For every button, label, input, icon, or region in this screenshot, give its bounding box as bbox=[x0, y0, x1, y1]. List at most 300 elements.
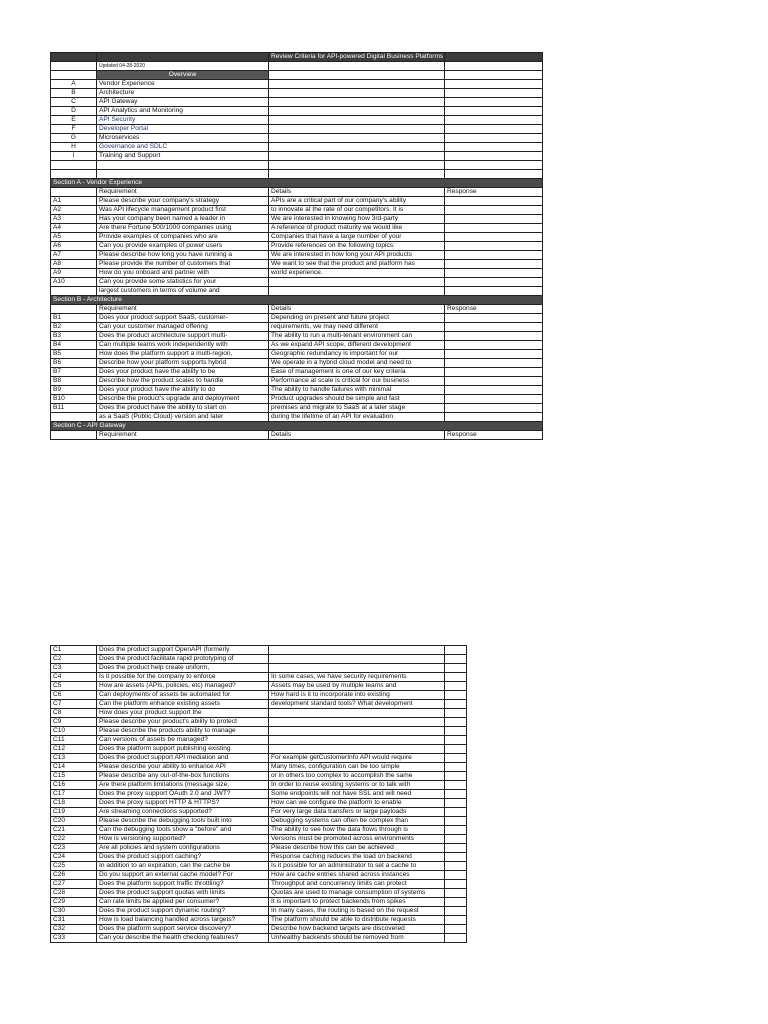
row-id: C12 bbox=[51, 745, 97, 754]
row-details: Performance at scale is critical for our business bbox=[269, 377, 445, 386]
table-row bbox=[51, 790, 467, 799]
blank bbox=[269, 80, 445, 89]
section-title: Section B - Architecture bbox=[51, 296, 543, 305]
row-details: requirements, we may need different bbox=[269, 323, 445, 332]
row-requirement: Can the debugging tools show a "before" and bbox=[97, 826, 269, 835]
row-details: Debugging systems can often be complex than bbox=[269, 817, 445, 826]
row-requirement: Does the product facilitate rapid prototyping of bbox=[97, 655, 269, 664]
row-id: C23 bbox=[51, 844, 97, 853]
table-row bbox=[51, 799, 467, 808]
row-requirement: Does your product have the ability to do bbox=[97, 386, 269, 395]
row-details: Ease of management is one of our key criteria bbox=[269, 368, 445, 377]
row-requirement: How does your product support the bbox=[97, 709, 269, 718]
table-row bbox=[51, 215, 543, 224]
row-id: A8 bbox=[51, 260, 97, 269]
blank bbox=[97, 170, 269, 179]
row-id: B9 bbox=[51, 386, 97, 395]
row-response bbox=[445, 341, 543, 350]
table-row bbox=[51, 709, 467, 718]
blank bbox=[445, 116, 543, 125]
row-requirement: Please describe how long you have running a bbox=[97, 251, 269, 260]
row-id: A6 bbox=[51, 242, 97, 251]
row-response bbox=[445, 736, 467, 745]
blank bbox=[445, 152, 543, 161]
overview-item bbox=[51, 143, 543, 152]
table-row bbox=[51, 197, 543, 206]
row-id: B1 bbox=[51, 314, 97, 323]
row-details-cont: during the lifetime of an API for evaluation bbox=[269, 413, 445, 422]
table-row bbox=[51, 673, 467, 682]
row-details: Unhealthy backends should be removed from bbox=[269, 934, 445, 943]
row-details: How are cache entries shared across instances bbox=[269, 871, 445, 880]
row-id: C1 bbox=[51, 646, 97, 655]
row-id: B10 bbox=[51, 395, 97, 404]
row-requirement: Describe how your platform supports hybrid bbox=[97, 359, 269, 368]
row-response bbox=[445, 934, 467, 943]
row-requirement: Can rate limits be applied per consumer? bbox=[97, 898, 269, 907]
row-requirement: Please describe your product's ability to protect bbox=[97, 718, 269, 727]
table-row bbox=[51, 934, 467, 943]
row-id: A9 bbox=[51, 269, 97, 278]
row-response bbox=[445, 350, 543, 359]
table-row bbox=[51, 835, 467, 844]
table-row bbox=[51, 269, 543, 278]
row-requirement: Please describe the debugging tools built into bbox=[97, 817, 269, 826]
overview-label-item: Developer Portal bbox=[97, 125, 269, 134]
table-row bbox=[51, 646, 467, 655]
overview-label-item: Training and Support bbox=[97, 152, 269, 161]
blank bbox=[51, 431, 97, 440]
row-requirement: How is versioning supported? bbox=[97, 835, 269, 844]
row-response bbox=[445, 673, 467, 682]
overview-code: E bbox=[51, 116, 97, 125]
blank bbox=[51, 62, 97, 71]
table-row bbox=[51, 664, 467, 673]
row-id: C30 bbox=[51, 907, 97, 916]
row-response bbox=[445, 386, 543, 395]
row-response bbox=[445, 916, 467, 925]
row-id: A4 bbox=[51, 224, 97, 233]
row-requirement: Does the proxy support OAuth 2.0 and JWT? bbox=[97, 790, 269, 799]
row-response bbox=[445, 197, 543, 206]
row-requirement: Does the product support OpenAPI (formerly bbox=[97, 646, 269, 655]
row-requirement: Can you provide examples of power users bbox=[97, 242, 269, 251]
table-row bbox=[51, 745, 467, 754]
row-details bbox=[269, 736, 445, 745]
row-response bbox=[445, 709, 467, 718]
overview-label-item: API Gateway bbox=[97, 98, 269, 107]
blank bbox=[445, 107, 543, 116]
overview-code: F bbox=[51, 125, 97, 134]
section-header-row bbox=[51, 422, 543, 431]
row-response bbox=[445, 332, 543, 341]
blank bbox=[269, 161, 445, 170]
row-response bbox=[445, 323, 543, 332]
row-details bbox=[269, 727, 445, 736]
row-requirement: Describe how the product scales to handle bbox=[97, 377, 269, 386]
row-id: C10 bbox=[51, 727, 97, 736]
row-id: C13 bbox=[51, 754, 97, 763]
row-response bbox=[445, 646, 467, 655]
row-details: We operate in a hybrid cloud model and need to bbox=[269, 359, 445, 368]
row-details bbox=[269, 278, 445, 287]
row-response bbox=[445, 215, 543, 224]
row-details bbox=[269, 655, 445, 664]
row-requirement: Does the platform support publishing existing bbox=[97, 745, 269, 754]
blank bbox=[269, 143, 445, 152]
row-response bbox=[445, 278, 543, 287]
spacer-row bbox=[51, 161, 543, 170]
row-response bbox=[445, 206, 543, 215]
row-id: C31 bbox=[51, 916, 97, 925]
row-id: B5 bbox=[51, 350, 97, 359]
blank bbox=[269, 107, 445, 116]
table-row bbox=[51, 395, 543, 404]
row-requirement: Are all policies and system configurations bbox=[97, 844, 269, 853]
sheet-title: Review Criteria for API-powered Digital Business Platforms bbox=[269, 53, 445, 62]
row-id: C21 bbox=[51, 826, 97, 835]
row-response bbox=[445, 826, 467, 835]
overview-label-item: Microservices bbox=[97, 134, 269, 143]
row-id: B11 bbox=[51, 404, 97, 413]
table-row-continued bbox=[51, 413, 543, 422]
table-row bbox=[51, 871, 467, 880]
overview-item bbox=[51, 98, 543, 107]
row-id: C16 bbox=[51, 781, 97, 790]
table-row bbox=[51, 925, 467, 934]
row-details: For example getCustomerInfo API would require bbox=[269, 754, 445, 763]
row-id: C17 bbox=[51, 790, 97, 799]
row-response bbox=[445, 224, 543, 233]
title-blank bbox=[51, 53, 97, 62]
table-row bbox=[51, 862, 467, 871]
row-details: development standard tools? What development bbox=[269, 700, 445, 709]
row-details: Please describe how this can be achieved bbox=[269, 844, 445, 853]
row-requirement: Does the platform support service discovery? bbox=[97, 925, 269, 934]
blank bbox=[269, 125, 445, 134]
row-response bbox=[445, 664, 467, 673]
row-requirement: Was API lifecycle management product first bbox=[97, 206, 269, 215]
criteria-table-top bbox=[50, 52, 543, 440]
row-details: As we expand API scope, different development bbox=[269, 341, 445, 350]
row-details: Geographic redundancy is important for our bbox=[269, 350, 445, 359]
row-details: world experience. bbox=[269, 269, 445, 278]
row-requirement: Describe the product's upgrade and deployment bbox=[97, 395, 269, 404]
row-requirement: Is it possible for the company to enforce bbox=[97, 673, 269, 682]
overview-label-item: API Analytics and Monitoring bbox=[97, 107, 269, 116]
row-requirement: How is load balancing handled across targets? bbox=[97, 916, 269, 925]
row-response bbox=[445, 727, 467, 736]
row-response bbox=[445, 817, 467, 826]
row-response bbox=[445, 251, 543, 260]
blank bbox=[445, 143, 543, 152]
table-row bbox=[51, 754, 467, 763]
table-row bbox=[51, 332, 543, 341]
row-requirement: Do you support an external cache model? For bbox=[97, 871, 269, 880]
row-requirement: Are there Fortune 500/1000 companies using bbox=[97, 224, 269, 233]
overview-item bbox=[51, 89, 543, 98]
row-details: Depending on present and future project bbox=[269, 314, 445, 323]
row-id: C32 bbox=[51, 925, 97, 934]
row-requirement: Please provide the number of customers that bbox=[97, 260, 269, 269]
row-requirement: Provide examples of companies who are bbox=[97, 233, 269, 242]
row-details: How hard is it to incorporate into existing bbox=[269, 691, 445, 700]
table-row bbox=[51, 691, 467, 700]
table-row bbox=[51, 781, 467, 790]
overview-label-item: Governance and SDLC bbox=[97, 143, 269, 152]
row-details: In order to reuse existing systems or to talk with bbox=[269, 781, 445, 790]
row-id: C11 bbox=[51, 736, 97, 745]
criteria-table-bottom bbox=[50, 645, 467, 943]
row-response bbox=[445, 314, 543, 323]
row-details: Assets may be used by multiple teams and bbox=[269, 682, 445, 691]
row-details: Many times, configuration can be too simple bbox=[269, 763, 445, 772]
updated-row bbox=[51, 62, 543, 71]
row-id: A2 bbox=[51, 206, 97, 215]
table-row bbox=[51, 278, 543, 287]
row-response bbox=[445, 359, 543, 368]
blank bbox=[269, 116, 445, 125]
row-requirement: Are streaming connections supported? bbox=[97, 808, 269, 817]
blank bbox=[97, 161, 269, 170]
row-id: C22 bbox=[51, 835, 97, 844]
table-row bbox=[51, 880, 467, 889]
blank bbox=[445, 287, 543, 296]
table-row bbox=[51, 718, 467, 727]
table-row bbox=[51, 772, 467, 781]
row-id: C20 bbox=[51, 817, 97, 826]
column-response: Response bbox=[445, 188, 543, 197]
row-id: B6 bbox=[51, 359, 97, 368]
row-response bbox=[445, 862, 467, 871]
row-requirement: How does the platform support a multi-region, bbox=[97, 350, 269, 359]
overview-header-row bbox=[51, 71, 543, 80]
blank bbox=[445, 80, 543, 89]
row-requirement: Can the platform enhance existing assets bbox=[97, 700, 269, 709]
row-id: C18 bbox=[51, 799, 97, 808]
row-details: The ability to run a multi-tenant environment can bbox=[269, 332, 445, 341]
row-details: We are interested in how long your API products bbox=[269, 251, 445, 260]
table-row bbox=[51, 242, 543, 251]
sheet-top bbox=[50, 52, 477, 440]
row-id: C7 bbox=[51, 700, 97, 709]
row-response bbox=[445, 871, 467, 880]
row-requirement: Has your company been named a leader in bbox=[97, 215, 269, 224]
row-id: B8 bbox=[51, 377, 97, 386]
row-requirement: Please describe any out-of-the-box functions bbox=[97, 772, 269, 781]
row-id: C27 bbox=[51, 880, 97, 889]
row-requirement: Can multiple teams work independently with bbox=[97, 341, 269, 350]
row-requirement: Does the product support dynamic routing? bbox=[97, 907, 269, 916]
blank bbox=[269, 98, 445, 107]
row-response bbox=[445, 880, 467, 889]
row-response bbox=[445, 925, 467, 934]
row-response bbox=[445, 853, 467, 862]
row-response bbox=[445, 907, 467, 916]
row-id: C9 bbox=[51, 718, 97, 727]
row-requirement: Can you describe the health checking features? bbox=[97, 934, 269, 943]
row-requirement: Does the platform support traffic throttling? bbox=[97, 880, 269, 889]
row-response bbox=[445, 772, 467, 781]
table-row bbox=[51, 826, 467, 835]
row-details: to innovate at the rate of our competitors. It is bbox=[269, 206, 445, 215]
row-details: or in others too complex to accomplish the same bbox=[269, 772, 445, 781]
section-header-row bbox=[51, 179, 543, 188]
row-id: C24 bbox=[51, 853, 97, 862]
table-row-continued bbox=[51, 287, 543, 296]
blank bbox=[445, 161, 543, 170]
row-details bbox=[269, 646, 445, 655]
overview-item bbox=[51, 152, 543, 161]
blank bbox=[269, 89, 445, 98]
row-response bbox=[445, 790, 467, 799]
row-id: C6 bbox=[51, 691, 97, 700]
row-id: C29 bbox=[51, 898, 97, 907]
row-id: B4 bbox=[51, 341, 97, 350]
blank bbox=[269, 62, 445, 71]
row-requirement: Can deployments of assets be automated for bbox=[97, 691, 269, 700]
table-row bbox=[51, 341, 543, 350]
row-response bbox=[445, 242, 543, 251]
row-requirement: Are there platform limitations (message size, bbox=[97, 781, 269, 790]
row-requirement: Does your product have the ability to be bbox=[97, 368, 269, 377]
row-details: In many cases, the routing is based on the request bbox=[269, 907, 445, 916]
row-requirement: Please describe your company's strategy bbox=[97, 197, 269, 206]
table-row bbox=[51, 386, 543, 395]
table-row bbox=[51, 916, 467, 925]
overview-item bbox=[51, 125, 543, 134]
row-response bbox=[445, 799, 467, 808]
row-id: B2 bbox=[51, 323, 97, 332]
row-response bbox=[445, 835, 467, 844]
column-header-row bbox=[51, 431, 543, 440]
overview-item bbox=[51, 80, 543, 89]
row-id: C19 bbox=[51, 808, 97, 817]
blank bbox=[445, 125, 543, 134]
row-details: Quotas are used to manage consumption of systems bbox=[269, 889, 445, 898]
row-requirement: How are assets (APIs, policies, etc) managed? bbox=[97, 682, 269, 691]
row-details-cont bbox=[269, 287, 445, 296]
row-id: C15 bbox=[51, 772, 97, 781]
overview-label-item: Vendor Experience bbox=[97, 80, 269, 89]
overview-code: C bbox=[51, 98, 97, 107]
row-response bbox=[445, 233, 543, 242]
row-id: B3 bbox=[51, 332, 97, 341]
row-details bbox=[269, 709, 445, 718]
row-requirement: Can you provide some statistics for your bbox=[97, 278, 269, 287]
row-requirement: Does the product help create uniform, bbox=[97, 664, 269, 673]
row-requirement: Please describe the products ability to manage bbox=[97, 727, 269, 736]
title-blank bbox=[97, 53, 269, 62]
blank bbox=[51, 170, 97, 179]
blank bbox=[51, 287, 97, 296]
title-row bbox=[51, 53, 543, 62]
row-details: Companies that have a large number of your bbox=[269, 233, 445, 242]
row-response bbox=[445, 260, 543, 269]
row-id: C25 bbox=[51, 862, 97, 871]
row-requirement: Please describe your ability to enhance API bbox=[97, 763, 269, 772]
row-details: Is it possible for an administrator to set a cache to bbox=[269, 862, 445, 871]
row-id: A3 bbox=[51, 215, 97, 224]
blank bbox=[445, 134, 543, 143]
overview-code: D bbox=[51, 107, 97, 116]
row-response bbox=[445, 404, 543, 413]
table-row bbox=[51, 224, 543, 233]
sheet-bottom bbox=[50, 645, 466, 943]
row-response bbox=[445, 745, 467, 754]
column-details: Details bbox=[269, 188, 445, 197]
overview-code: A bbox=[51, 80, 97, 89]
table-row bbox=[51, 727, 467, 736]
section-title: Section A - Vendor Experience bbox=[51, 179, 543, 188]
overview-label: Overview bbox=[97, 71, 269, 80]
blank bbox=[445, 170, 543, 179]
row-requirement: Does the product support API mediation and bbox=[97, 754, 269, 763]
table-row bbox=[51, 700, 467, 709]
row-requirement: Does the product have the ability to start on bbox=[97, 404, 269, 413]
table-row bbox=[51, 260, 543, 269]
row-id: B7 bbox=[51, 368, 97, 377]
table-row bbox=[51, 368, 543, 377]
column-response: Response bbox=[445, 431, 543, 440]
column-requirement: Requirement bbox=[97, 431, 269, 440]
row-details: The ability to handle failures with minimal bbox=[269, 386, 445, 395]
blank bbox=[269, 152, 445, 161]
table-row bbox=[51, 898, 467, 907]
row-id: C33 bbox=[51, 934, 97, 943]
blank bbox=[269, 134, 445, 143]
blank bbox=[445, 71, 543, 80]
row-requirement: Does your product support SaaS, customer- bbox=[97, 314, 269, 323]
row-details: We want to see that the product and platform has bbox=[269, 260, 445, 269]
row-id: A7 bbox=[51, 251, 97, 260]
overview-code: B bbox=[51, 89, 97, 98]
row-response bbox=[445, 682, 467, 691]
column-requirement: Requirement bbox=[97, 188, 269, 197]
row-id: C8 bbox=[51, 709, 97, 718]
table-row bbox=[51, 314, 543, 323]
table-row bbox=[51, 817, 467, 826]
table-row bbox=[51, 206, 543, 215]
row-id: C5 bbox=[51, 682, 97, 691]
row-response bbox=[445, 691, 467, 700]
row-details: In some cases, we have security requirements bbox=[269, 673, 445, 682]
table-row bbox=[51, 889, 467, 898]
row-response bbox=[445, 898, 467, 907]
table-row bbox=[51, 808, 467, 817]
row-requirement: How do you onboard and partner with bbox=[97, 269, 269, 278]
row-details: Versions must be promoted across environments bbox=[269, 835, 445, 844]
row-response bbox=[445, 368, 543, 377]
row-response bbox=[445, 655, 467, 664]
column-details: Details bbox=[269, 305, 445, 314]
overview-label-item: Architecture bbox=[97, 89, 269, 98]
row-id: A1 bbox=[51, 197, 97, 206]
blank bbox=[445, 413, 543, 422]
table-row bbox=[51, 323, 543, 332]
table-row bbox=[51, 655, 467, 664]
section-header-row bbox=[51, 296, 543, 305]
column-response: Response bbox=[445, 305, 543, 314]
row-details bbox=[269, 745, 445, 754]
table-row bbox=[51, 682, 467, 691]
row-requirement: Can versions of assets be managed? bbox=[97, 736, 269, 745]
row-requirement-cont: as a SaaS (Public Cloud) version and later bbox=[97, 413, 269, 422]
row-details: How can we configure the platform to enable bbox=[269, 799, 445, 808]
row-id: C14 bbox=[51, 763, 97, 772]
blank bbox=[51, 413, 97, 422]
column-details: Details bbox=[269, 431, 445, 440]
